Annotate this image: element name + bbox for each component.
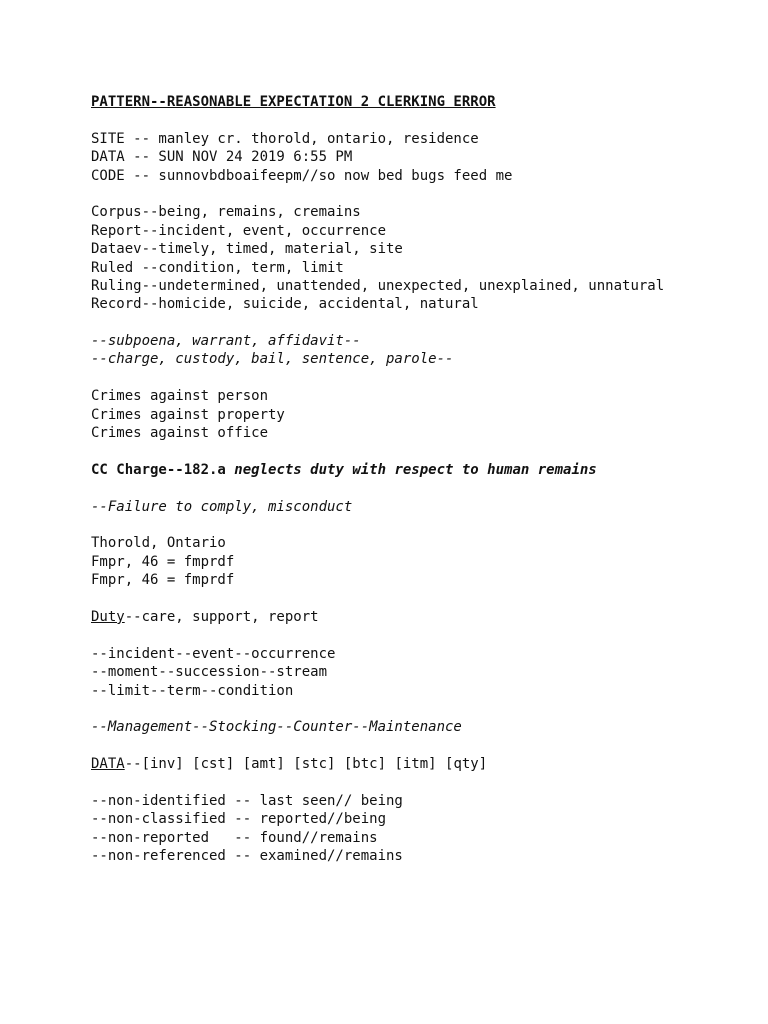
location-line: Thorold, Ontario [91,535,226,552]
location-code-line: Fmpr, 46 = fmprdf [91,572,235,589]
non-referenced-line: --non-referenced -- examined//remains [91,848,403,865]
duty-line [91,608,751,626]
legal-terms-line: --charge, custody, bail, sentence, parole-- [91,351,454,368]
management-line: --Management--Stocking--Counter--Maintenance [91,719,462,736]
sequence-line: --limit--term--condition [91,682,294,699]
data-line: DATA -- SUN NOV 24 2019 6:55 PM [91,149,353,166]
data-fields: --[inv] [cst] [amt] [stc] [btc] [itm] [qty] [124,756,488,773]
definition-ruled: Ruled --condition, term, limit [91,259,344,276]
charge-line [91,461,751,479]
non-identified-line: --non-identified -- last seen// being [91,792,403,809]
crimes-office: Crimes against office [91,425,269,442]
duty-rest: --care, support, report [124,608,319,625]
non-reported-line: --non-reported -- found//remains [91,829,378,846]
document-title: PATTERN--REASONABLE EXPECTATION 2 CLERKING ERROR [91,94,496,110]
sequence-line: --incident--event--occurrence [91,645,336,662]
duty-word: Duty [91,608,125,625]
charge-text: neglects duty with respect to human remains [234,461,597,478]
crimes-property: Crimes against property [91,406,285,423]
definition-record: Record--homicide, suicide, accidental, natural [91,296,479,313]
site-line: SITE -- manley cr. thorold, ontario, residence [91,130,479,147]
code-line: CODE -- sunnovbdboaifeepm//so now bed bugs feed me [91,167,513,184]
definition-corpus: Corpus--being, remains, cremains [91,204,361,221]
legal-terms-line: --subpoena, warrant, affidavit-- [91,333,361,350]
location-code-line: Fmpr, 46 = fmprdf [91,553,235,570]
document-body [91,93,751,865]
definition-report: Report--incident, event, occurrence [91,222,387,239]
failure-line: --Failure to comply, misconduct [91,498,353,515]
data-word: DATA [91,756,125,773]
definition-ruling: Ruling--undetermined, unattended, unexpected, unexplained, unnatural [91,277,665,294]
crimes-person: Crimes against person [91,388,269,405]
non-classified-line: --non-classified -- reported//being [91,811,387,828]
definition-dataev: Dataev--timely, timed, material, site [91,241,403,258]
sequence-line: --moment--succession--stream [91,664,328,681]
charge-prefix: CC Charge--182.a [91,461,235,478]
data-fields-line [91,755,751,773]
